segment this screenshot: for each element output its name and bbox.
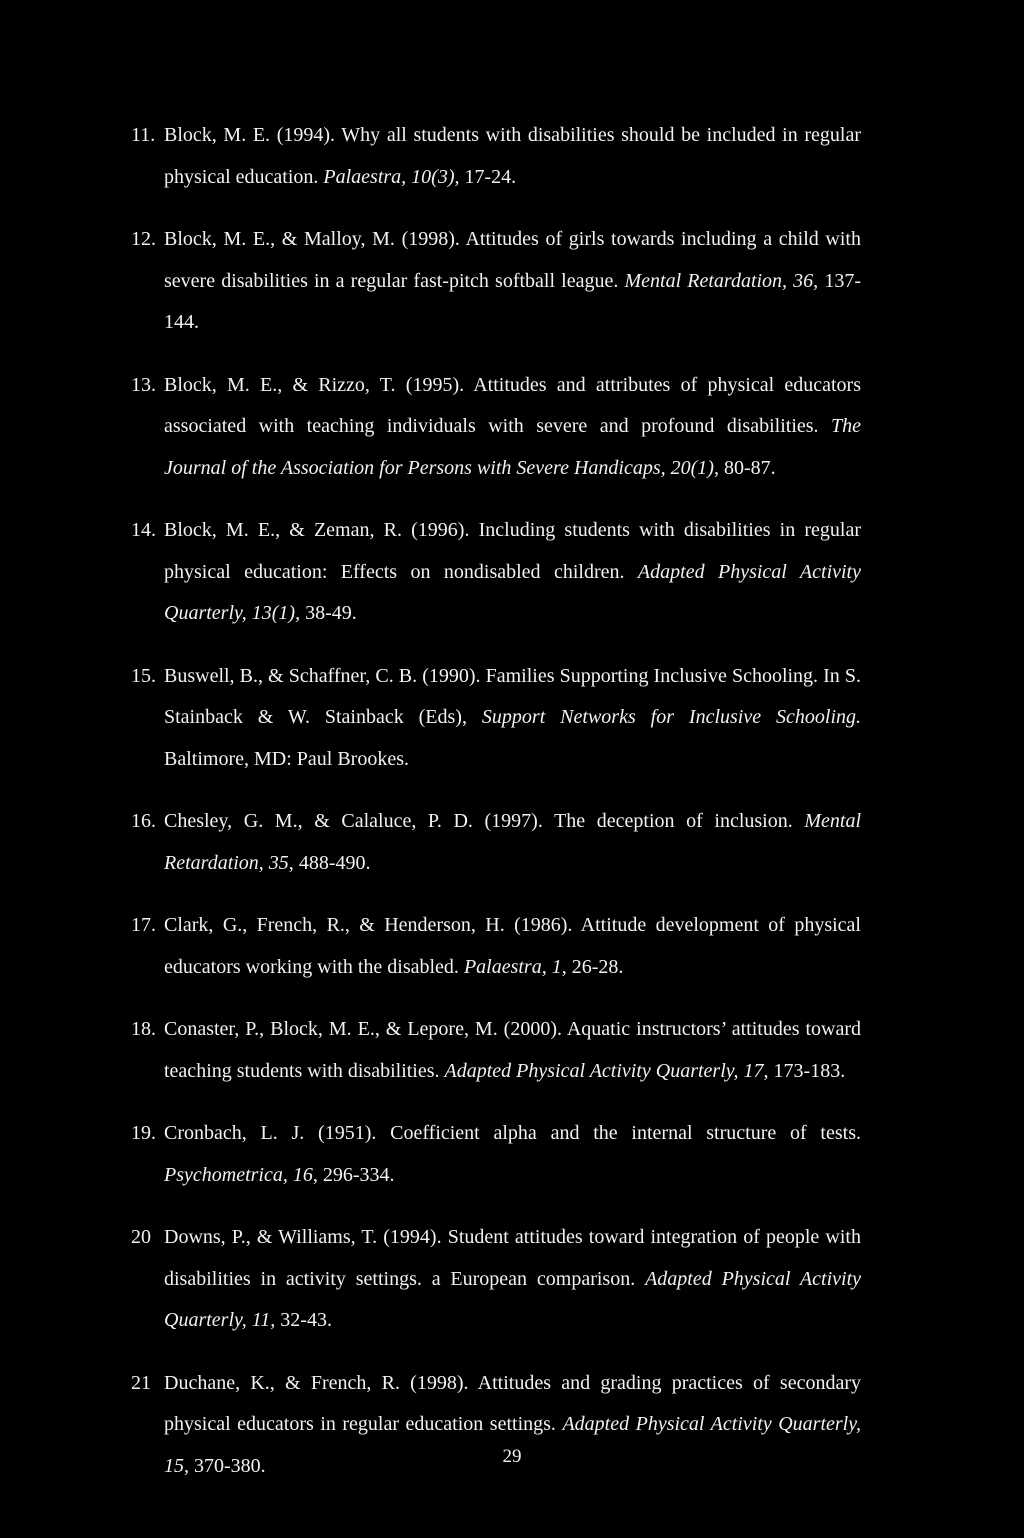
reference-item [131, 1363, 861, 1488]
reference-source: Psychometrica, 16, [164, 1163, 318, 1186]
reference-citation: Block, M. E., & Malloy, M. (1998). Attitudes of girls towards including a child with severe disabilities in a regular fast-pitch softball league. [164, 228, 861, 292]
reference-number: 12. [131, 228, 156, 250]
reference-citation: Block, M. E. (1994). Why all students with disabilities should be included in regular physical education. [164, 124, 861, 188]
reference-item [131, 801, 861, 884]
reference-item [131, 905, 861, 988]
reference-pages: Baltimore, MD: Paul Brookes. [164, 747, 409, 770]
reference-number: 15. [131, 664, 156, 687]
reference-source: Support Networks for Inclusive Schooling. [481, 706, 862, 728]
reference-source: Adapted Physical Activity Quarterly, 13(1), [164, 560, 861, 624]
reference-pages: 38-49. [305, 602, 357, 624]
reference-number: 20 [131, 1226, 151, 1248]
reference-citation: Duchane, K., & French, R. (1998). Attitudes and grading practices of secondary physical educators in regular education settings. [164, 1371, 861, 1435]
reference-number: 16. [131, 810, 156, 832]
reference-citation: Clark, G., French, R., & Henderson, H. (1986). Attitude development of physical educators working with the disabled. [164, 914, 861, 978]
reference-item [131, 656, 861, 781]
reference-text [164, 115, 861, 198]
reference-number: 13. [131, 373, 156, 396]
reference-source: Palaestra, 1, [463, 955, 567, 978]
reference-text [164, 656, 861, 781]
reference-item [131, 510, 861, 635]
page-number: 29 [502, 1446, 522, 1467]
reference-number: 19. [131, 1122, 156, 1144]
reference-pages: 32-43. [280, 1309, 332, 1331]
reference-pages: 26-28. [571, 955, 624, 978]
reference-pages: 80-87. [723, 456, 776, 479]
reference-citation: Block, M. E., & Rizzo, T. (1995). Attitudes and attributes of physical educators associated with teaching individuals with severe and profound disabilities. [164, 373, 861, 437]
reference-source: Adapted Physical Activity Quarterly, 17, [444, 1059, 769, 1082]
reference-item [131, 1113, 861, 1196]
reference-item [131, 365, 861, 490]
reference-citation: Cronbach, L. J. (1951). Coefficient alpha and the internal structure of tests. [164, 1122, 861, 1144]
reference-number: 18. [131, 1018, 156, 1040]
reference-pages: 296-334. [322, 1163, 395, 1186]
reference-text [164, 365, 861, 490]
reference-citation: Conaster, P., Block, M. E., & Lepore, M. (2000). Aquatic instructors’ attitudes toward teaching students with disabilities. [164, 1018, 861, 1082]
reference-pages: 17-24. [464, 165, 517, 188]
reference-number: 17. [131, 914, 156, 936]
reference-item [131, 115, 861, 198]
reference-text [164, 510, 861, 635]
reference-source: Adapted Physical Activity Quarterly, 11, [164, 1267, 862, 1331]
reference-text [164, 1113, 861, 1196]
reference-pages: 173-183. [773, 1059, 846, 1082]
reference-source: Mental Retardation, 35, [164, 810, 862, 874]
reference-source: Mental Retardation, 36, [624, 269, 819, 292]
reference-text [164, 905, 861, 988]
reference-item [131, 1009, 861, 1092]
reference-item [131, 219, 861, 344]
reference-pages: 370-380. [194, 1454, 266, 1477]
reference-list [131, 115, 861, 1487]
reference-item [131, 1217, 861, 1342]
reference-text [164, 219, 861, 344]
reference-pages: 137-144. [164, 269, 861, 333]
reference-text [164, 1217, 861, 1342]
reference-citation: Block, M. E., & Zeman, R. (1996). Including students with disabilities in regular physical education: Effects on nondisabled children. [164, 519, 861, 583]
reference-source: The Journal of the Association for Persons with Severe Handicaps, 20(1), [164, 415, 861, 479]
reference-citation: Chesley, G. M., & Calaluce, P. D. (1997). The deception of inclusion. [164, 810, 793, 832]
reference-number: 21 [131, 1371, 151, 1394]
reference-number: 11. [131, 124, 156, 146]
reference-text [164, 1009, 861, 1092]
reference-text [164, 1363, 861, 1488]
reference-number: 14. [131, 519, 156, 541]
reference-source: Adapted Physical Activity Quarterly, 15, [164, 1413, 862, 1477]
reference-citation: Downs, P., & Williams, T. (1994). Student attitudes toward integration of people with disabilities in activity settings. a European comparison. [164, 1226, 861, 1290]
reference-source: Palaestra, 10(3), [323, 165, 460, 188]
reference-text [164, 801, 861, 884]
reference-pages: 488-490. [298, 851, 371, 874]
reference-citation: Buswell, B., & Schaffner, C. B. (1990). Families Supporting Inclusive Schooling. In S. Stainback & W. Stainback (Eds), [164, 664, 861, 728]
